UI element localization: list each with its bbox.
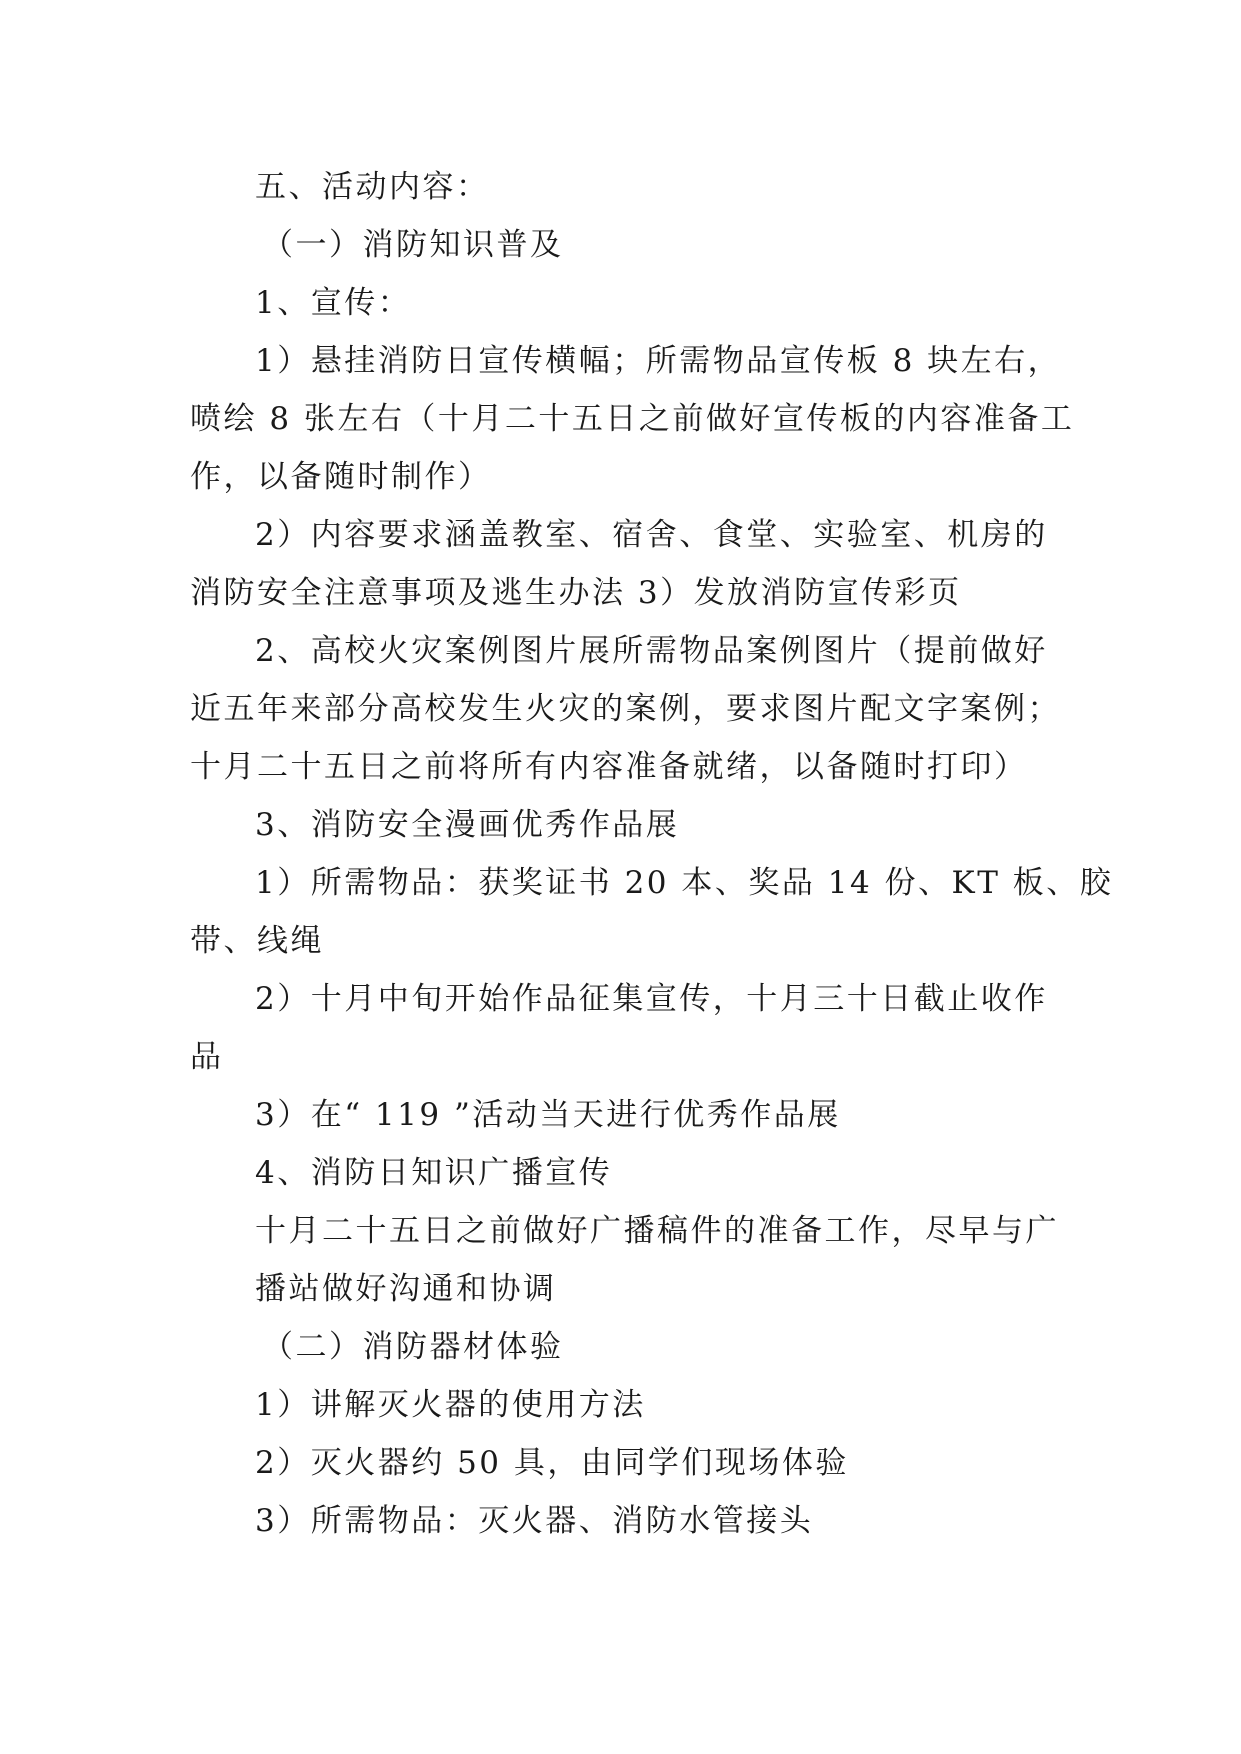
section-heading-activity-content: 五、活动内容：: [255, 169, 490, 205]
item-heading-comic-exhibition: 3、消防安全漫画优秀作品展: [255, 807, 680, 843]
paragraph-line: 2）内容要求涵盖教室、宿舍、食堂、实验室、机房的: [255, 517, 1048, 553]
paragraph-line: 十月二十五日之前将所有内容准备就绪，以备随时打印）: [190, 749, 1028, 785]
paragraph-line: 近五年来部分高校发生火灾的案例，要求图片配文字案例；: [190, 691, 1061, 727]
paragraph-line: 2）灭火器约 50 具，由同学们现场体验: [255, 1445, 849, 1481]
paragraph-line: 喷绘 8 张左右（十月二十五日之前做好宣传板的内容准备工: [190, 401, 1075, 437]
paragraph-line: 2、高校火灾案例图片展所需物品案例图片（提前做好: [255, 633, 1048, 669]
paragraph-line: 消防安全注意事项及逃生办法 3）发放消防宣传彩页: [190, 575, 962, 611]
item-heading-publicity: 1、宣传：: [255, 285, 412, 321]
paragraph-line: 十月二十五日之前做好广播稿件的准备工作，尽早与广: [255, 1213, 1059, 1249]
paragraph-line: 3）所需物品：灭火器、消防水管接头: [255, 1503, 814, 1539]
subsection-heading-fire-knowledge: （一）消防知识普及: [262, 227, 564, 263]
paragraph-line: 播站做好沟通和协调: [255, 1271, 557, 1307]
subsection-heading-equipment-experience: （二）消防器材体验: [262, 1329, 564, 1365]
paragraph-line: 作，以备随时制作）: [190, 459, 492, 495]
paragraph-line: 3）在“ 119 ”活动当天进行优秀作品展: [255, 1097, 841, 1133]
paragraph-line: 1）所需物品：获奖证书 20 本、奖品 14 份、KT 板、胶: [255, 865, 1114, 901]
paragraph-line: 2）十月中旬开始作品征集宣传，十月三十日截止收作: [255, 981, 1048, 1017]
paragraph-line: 带、线绳: [190, 923, 324, 959]
item-heading-broadcast: 4、消防日知识广播宣传: [255, 1155, 613, 1191]
paragraph-line: 品: [190, 1039, 224, 1075]
paragraph-line: 1）讲解灭火器的使用方法: [255, 1387, 646, 1423]
paragraph-line: 1）悬挂消防日宣传横幅；所需物品宣传板 8 块左右，: [255, 343, 1062, 379]
